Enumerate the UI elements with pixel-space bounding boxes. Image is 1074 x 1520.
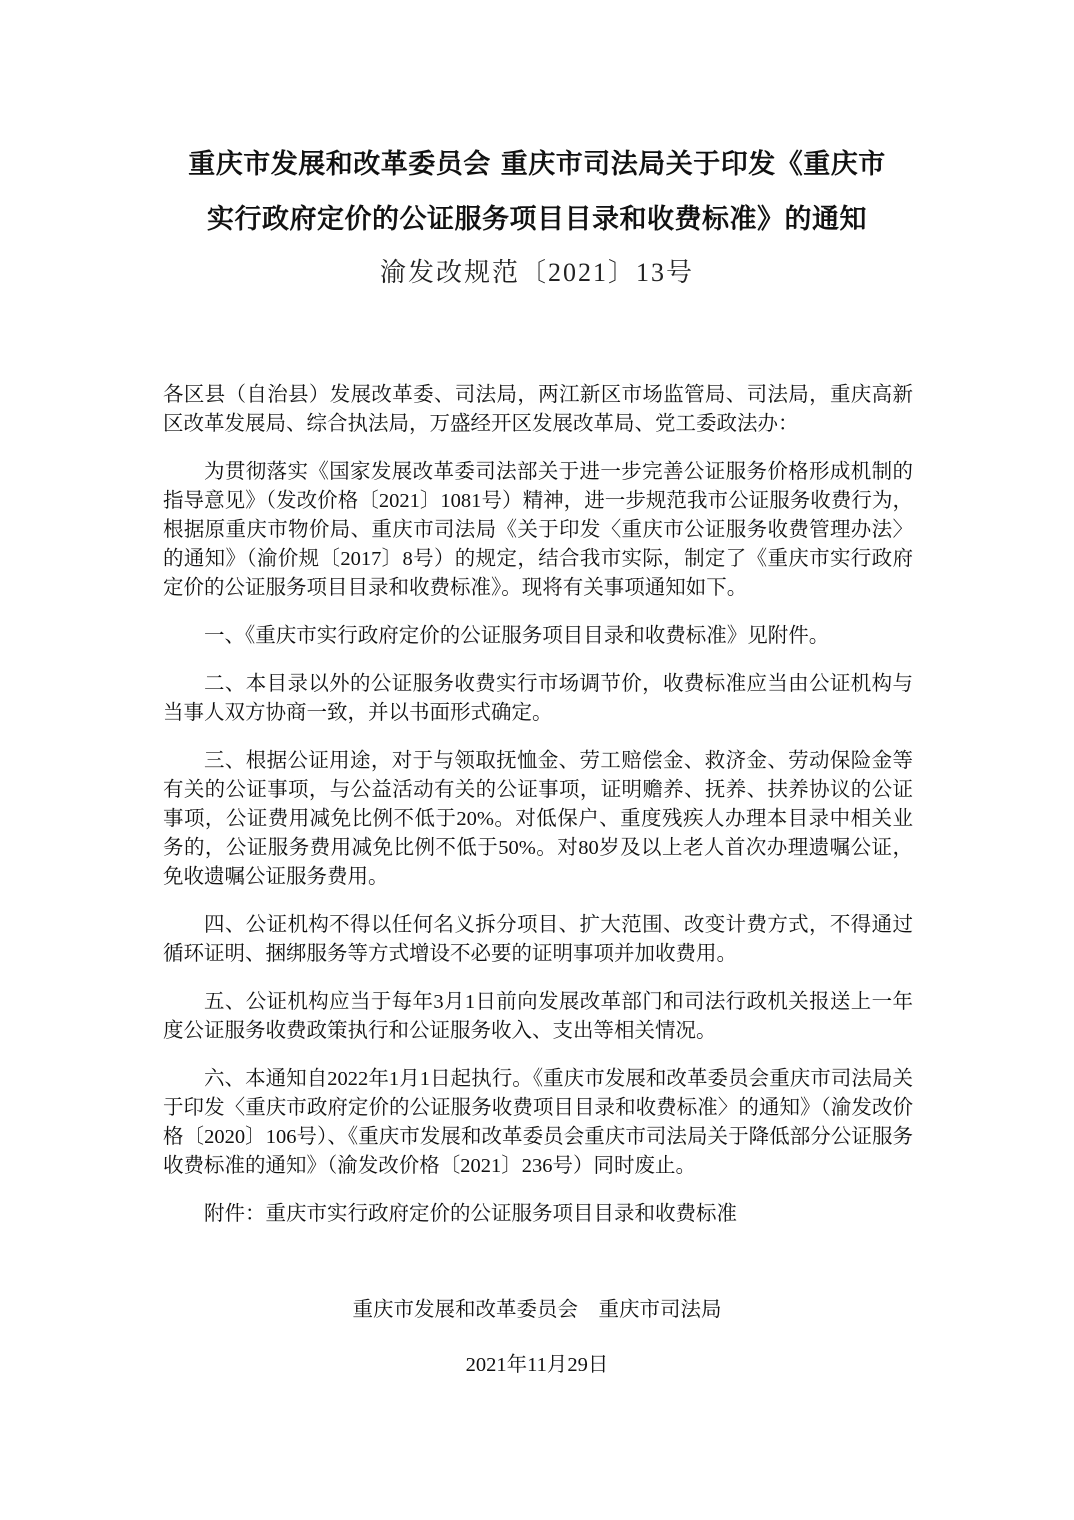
title-line-1: 重庆市发展和改革委员会 重庆市司法局关于印发《重庆市 <box>188 149 886 180</box>
document-number: 渝发改规范〔2021〕13号 <box>379 258 694 287</box>
paragraph-1: 一、《重庆市实行政府定价的公证服务项目目录和收费标准》见附件。 <box>204 625 830 647</box>
signature: 重庆市发展和改革委员会 重庆市司法局 <box>352 1299 722 1321</box>
paragraph-intro: 为贯彻落实《国家发展改革委司法部关于进一步完善公证服务价格形成机制的指导意见》（发改价格〔2021〕1081号）精神，进一步规范我市公证服务收费行为，根据原重庆市物价局、重庆市司法局《关于印发〈重庆市公证服务收费管理办法〉的通知》（渝价规〔2017〕8号）的规定，结合我市实际，制定了《重庆市实行政府定价的公证服务项目目录和收费标准》。现将有关事项通知如下。 <box>163 461 913 599</box>
document-body <box>163 381 913 1248</box>
recipients: 各区县（自治县）发展改革委、司法局，两江新区市场监管局、司法局，重庆高新区改革发展局、综合执法局，万盛经开区发展改革局、党工委政法办： <box>163 384 913 435</box>
date: 2021年11月29日 <box>465 1354 609 1376</box>
attachment-note: 附件：重庆市实行政府定价的公证服务项目目录和收费标准 <box>204 1203 737 1225</box>
title-line-2: 实行政府定价的公证服务项目目录和收费标准》的通知 <box>207 204 867 235</box>
paragraph-3: 三、根据公证用途，对于与领取抚恤金、劳工赔偿金、救济金、劳动保险金等有关的公证事项，与公益活动有关的公证事项，证明赡养、抚养、扶养协议的公证事项，公证费用减免比例不低于20%。对低保户、重度残疾人办理本目录中相关业务的，公证服务费用减免比例不低于50%。对80岁及以上老人首次办理遗嘱公证，免收遗嘱公证服务费用。 <box>163 750 913 888</box>
paragraph-2: 二、本目录以外的公证服务收费实行市场调节价，收费标准应当由公证机构与当事人双方协商一致，并以书面形式确定。 <box>163 673 913 724</box>
paragraph-4: 四、公证机构不得以任何名义拆分项目、扩大范围、改变计费方式，不得通过循环证明、捆绑服务等方式增设不必要的证明事项并加收费用。 <box>163 914 913 965</box>
paragraph-5: 五、公证机构应当于每年3月1日前向发展改革部门和司法行政机关报送上一年度公证服务收费政策执行和公证服务收入、支出等相关情况。 <box>163 991 913 1042</box>
paragraph-6: 六、本通知自2022年1月1日起执行。《重庆市发展和改革委员会重庆市司法局关于印发〈重庆市政府定价的公证服务收费项目目录和收费标准〉的通知》（渝发改价格〔2020〕106号）、《重庆市发展和改革委员会重庆市司法局关于降低部分公证服务收费标准的通知》（渝发改价格〔2021〕236号）同时废止。 <box>163 1068 913 1177</box>
